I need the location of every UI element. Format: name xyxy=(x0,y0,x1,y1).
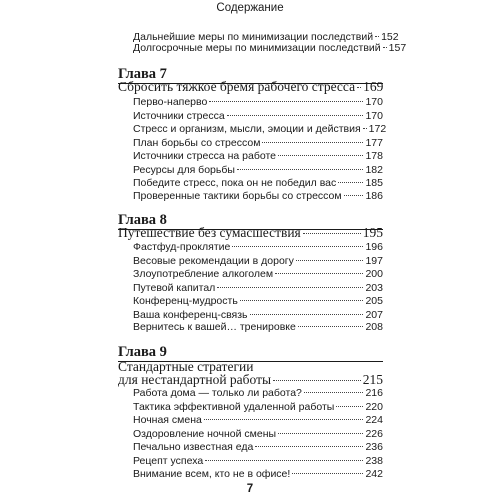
chapter-page: 195 xyxy=(362,225,383,240)
chapter-title: Путешествие без сумасшествия xyxy=(118,225,301,240)
toc-entry-page: 242 xyxy=(365,468,383,480)
chapter-page: 169 xyxy=(363,79,384,94)
dot-leader xyxy=(375,36,379,37)
toc-entry-title: Источники стресса на работе xyxy=(133,150,276,162)
running-header: Содержание xyxy=(216,2,284,14)
dot-leader xyxy=(275,273,363,274)
toc-entry-page: 197 xyxy=(365,255,383,267)
toc-entry[interactable] xyxy=(133,468,383,480)
dot-leader xyxy=(278,155,363,156)
toc-entry[interactable] xyxy=(133,164,383,176)
dot-leader xyxy=(262,142,363,143)
toc-entry-title: Путевой капитал xyxy=(133,282,216,294)
dot-leader xyxy=(240,300,364,301)
toc-entry[interactable] xyxy=(133,295,383,307)
dot-leader xyxy=(383,47,387,48)
page-number: 7 xyxy=(246,483,254,495)
dot-leader xyxy=(292,473,363,474)
toc-entry-page: 178 xyxy=(365,150,383,162)
toc-entry[interactable] xyxy=(133,455,383,467)
toc-entry-title: Победите стресс, пока он не победил вас xyxy=(133,177,337,189)
toc-entry-page: 224 xyxy=(365,414,383,426)
toc-entry-page: 205 xyxy=(365,295,383,307)
dot-leader xyxy=(278,433,363,434)
chapter-title-entry[interactable] xyxy=(118,372,383,388)
toc-entry[interactable] xyxy=(133,309,383,321)
dot-leader xyxy=(217,287,363,288)
toc-entry[interactable] xyxy=(133,321,383,333)
dot-leader xyxy=(227,115,364,116)
chapter-heading: Глава 8 xyxy=(118,212,167,228)
dot-leader xyxy=(273,380,361,381)
toc-entry[interactable] xyxy=(133,401,383,413)
toc-entry[interactable] xyxy=(133,255,383,267)
dot-leader xyxy=(232,246,363,247)
toc-entry-title: Печально известная еда xyxy=(133,441,254,453)
chapter-title-entry[interactable] xyxy=(118,225,383,241)
toc-entry-page: 170 xyxy=(365,96,383,108)
toc-entry-title: Перво-наперво xyxy=(133,96,208,108)
toc-entry-page: 170 xyxy=(365,110,383,122)
toc-entry-page: 196 xyxy=(365,241,383,253)
toc-entry-title: Рецепт успеха xyxy=(133,455,204,467)
toc-entry-title: Долгосрочные меры по минимизации последствий xyxy=(133,42,381,54)
toc-entry[interactable] xyxy=(133,150,383,162)
dot-leader xyxy=(298,326,364,327)
dot-leader xyxy=(205,460,363,461)
chapter-heading: Глава 7 xyxy=(118,66,167,82)
toc-entry[interactable] xyxy=(133,123,387,135)
toc-entry-page: 185 xyxy=(365,177,383,189)
dot-leader xyxy=(363,128,367,129)
toc-entry-page: 177 xyxy=(365,137,383,149)
chapter-title: Сбросить тяжкое бремя рабочего стресса xyxy=(118,79,356,94)
toc-entry[interactable] xyxy=(133,241,383,253)
toc-entry-title: Ночная смена xyxy=(133,414,202,426)
toc-entry[interactable] xyxy=(133,110,383,122)
toc-entry-title: Дальнейшие меры по минимизации последствий xyxy=(133,31,374,43)
toc-entry-page: 226 xyxy=(365,428,383,440)
dot-leader xyxy=(304,392,364,393)
toc-entry[interactable] xyxy=(133,190,383,202)
toc-entry[interactable] xyxy=(133,177,383,189)
dot-leader xyxy=(338,182,363,183)
toc-entry[interactable] xyxy=(133,414,383,426)
toc-entry-title: Вернитесь к вашей… тренировке xyxy=(133,321,296,333)
toc-entry-title: Весовые рекомендации в дорогу xyxy=(133,255,294,267)
dot-leader xyxy=(237,169,364,170)
dot-leader xyxy=(209,101,363,102)
chapter-heading: Глава 9 xyxy=(118,344,167,360)
toc-entry-page: 238 xyxy=(365,455,383,467)
toc-entry-title: Источники стресса xyxy=(133,110,225,122)
toc-entry-page: 220 xyxy=(365,401,383,413)
toc-entry-title: Тактика эффективной удаленной работы xyxy=(133,401,335,413)
toc-entry[interactable] xyxy=(133,96,383,108)
chapter-page: 215 xyxy=(362,372,383,387)
dot-leader xyxy=(296,260,364,261)
toc-entry-title: Стресс и организм, мысли, эмоции и действия xyxy=(133,123,361,135)
dot-leader xyxy=(357,87,361,88)
toc-entry-page: 182 xyxy=(365,164,383,176)
toc-entry[interactable] xyxy=(133,268,383,280)
toc-entry-page: 186 xyxy=(365,190,383,202)
chapter-title: для нестандартной работы xyxy=(118,372,272,387)
dot-leader xyxy=(344,195,364,196)
dot-leader xyxy=(303,233,361,234)
dot-leader xyxy=(250,314,364,315)
toc-entry-title: Проверенные тактики борьбы со стрессом xyxy=(133,190,342,202)
toc-entry-title: Конференц-мудрость xyxy=(133,295,238,307)
toc-entry-title: Ваша конференц-связь xyxy=(133,309,248,321)
toc-entry-page: 152 xyxy=(381,31,399,43)
toc-entry-title: Злоупотребление алкоголем xyxy=(133,268,274,280)
toc-entry-title: Оздоровление ночной смены xyxy=(133,428,277,440)
toc-entry-page: 207 xyxy=(365,309,383,321)
toc-entry[interactable] xyxy=(133,428,383,440)
toc-entry-page: 236 xyxy=(365,441,383,453)
toc-entry-title: Внимание всем, кто не в офисе! xyxy=(133,468,291,480)
toc-entry[interactable] xyxy=(133,387,383,399)
chapter-title-line: Стандартные стратегии xyxy=(118,359,254,374)
toc-entry[interactable] xyxy=(133,282,383,294)
toc-entry-page: 200 xyxy=(365,268,383,280)
toc-entry-page: 172 xyxy=(368,123,387,135)
dot-leader xyxy=(336,406,363,407)
toc-entry-page: 216 xyxy=(365,387,383,399)
toc-entry-page: 208 xyxy=(365,321,383,333)
toc-entry-title: План борьбы со стрессом xyxy=(133,137,261,149)
chapter-title-entry[interactable] xyxy=(118,79,383,95)
toc-entry[interactable] xyxy=(133,441,383,453)
toc-entry[interactable] xyxy=(133,42,407,54)
toc-entry[interactable] xyxy=(133,137,383,149)
toc-entry-title: Фастфуд-проклятие xyxy=(133,241,231,253)
dot-leader xyxy=(255,446,363,447)
dot-leader xyxy=(204,419,364,420)
toc-entry-page: 157 xyxy=(388,42,407,54)
toc-entry-title: Работа дома — только ли работа? xyxy=(133,387,302,399)
toc-entry-title: Ресурсы для борьбы xyxy=(133,164,235,176)
toc-entry-page: 203 xyxy=(365,282,383,294)
